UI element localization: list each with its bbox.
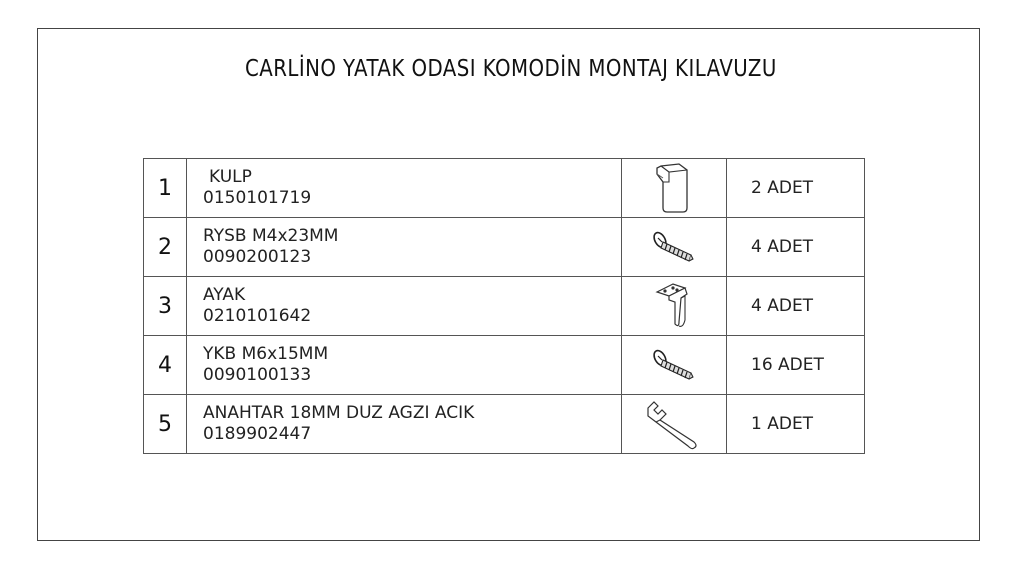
leg-icon xyxy=(649,278,699,334)
part-image xyxy=(622,277,727,336)
part-number: 3 xyxy=(144,277,187,336)
part-image xyxy=(622,159,727,218)
table-row xyxy=(144,395,865,454)
part-description xyxy=(187,218,622,277)
part-code: 0210101642 xyxy=(203,306,312,326)
part-description xyxy=(187,395,622,454)
part-name: RYSB M4x23MM xyxy=(203,226,339,246)
handle-icon xyxy=(649,160,699,216)
parts-table xyxy=(143,158,865,454)
part-description xyxy=(187,159,622,218)
part-number: 2 xyxy=(144,218,187,277)
table-row xyxy=(144,159,865,218)
document-title: CARLİNO YATAK ODASI KOMODİN MONTAJ KILAVUZU xyxy=(245,56,777,82)
part-quantity: 16 ADET xyxy=(727,336,865,395)
part-code: 0090100133 xyxy=(203,365,312,385)
wrench-icon xyxy=(642,398,706,450)
part-code: 0189902447 xyxy=(203,424,312,444)
table-row xyxy=(144,277,865,336)
part-name: YKB M6x15MM xyxy=(203,344,329,364)
part-image xyxy=(622,336,727,395)
part-number: 1 xyxy=(144,159,187,218)
screw-icon xyxy=(649,227,699,267)
part-name: KULP xyxy=(209,167,252,187)
part-image xyxy=(622,395,727,454)
table-row xyxy=(144,336,865,395)
part-number: 4 xyxy=(144,336,187,395)
part-number: 5 xyxy=(144,395,187,454)
part-code: 0090200123 xyxy=(203,247,312,267)
part-quantity: 4 ADET xyxy=(727,218,865,277)
part-quantity: 4 ADET xyxy=(727,277,865,336)
part-code: 0150101719 xyxy=(203,188,312,208)
part-quantity: 2 ADET xyxy=(727,159,865,218)
part-name: ANAHTAR 18MM DUZ AGZI ACIK xyxy=(203,403,475,423)
part-description xyxy=(187,277,622,336)
table-row xyxy=(144,218,865,277)
part-quantity: 1 ADET xyxy=(727,395,865,454)
part-description xyxy=(187,336,622,395)
part-image xyxy=(622,218,727,277)
part-name: AYAK xyxy=(203,285,246,305)
screw-icon xyxy=(649,345,699,385)
